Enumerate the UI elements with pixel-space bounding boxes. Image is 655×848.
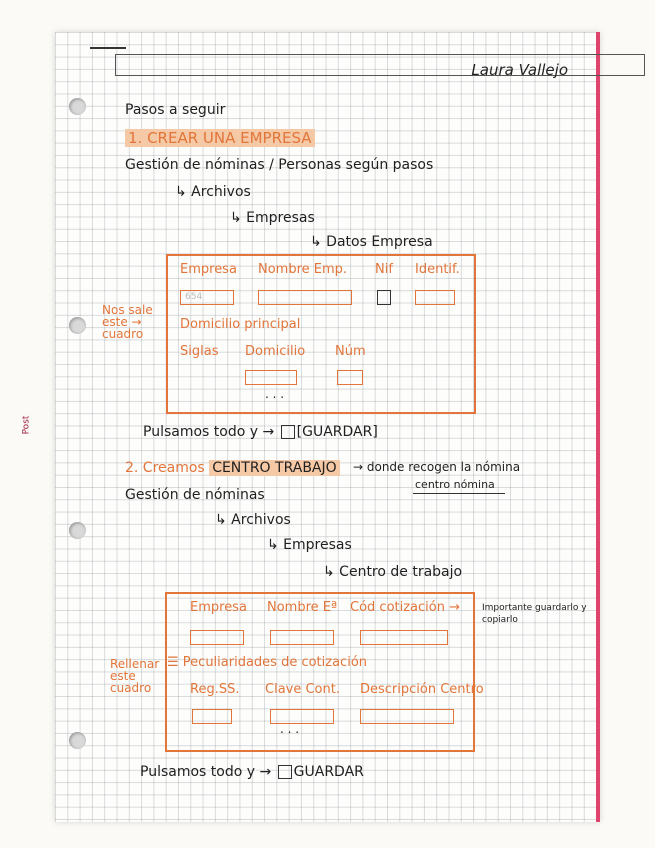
more-dots-2: . . .: [280, 722, 300, 736]
form-box-1: [166, 254, 476, 414]
step2-title: 2. Creamos CENTRO TRABAJO: [125, 460, 340, 476]
save-line-2: Pulsamos todo y → GUARDAR: [140, 764, 364, 780]
form2-label-codigo: Cód cotización →: [350, 600, 460, 615]
punch-hole: [69, 732, 86, 749]
nombre2-field[interactable]: [270, 630, 334, 645]
form-box-2: [165, 592, 475, 752]
form2-label-empresa: Empresa: [190, 600, 247, 615]
form2-label-reg: Reg.SS.: [190, 682, 240, 697]
notebook-page: [21, 32, 600, 822]
step2-note2: centro nómina: [415, 478, 495, 491]
step1-path1: ↳ Archivos: [175, 184, 251, 200]
side-note-2: Rellenar este cuadro: [110, 657, 160, 695]
form2-label-descripcion: Descripción Centro: [360, 682, 484, 697]
form2-label-clave: Clave Cont.: [265, 682, 340, 697]
step2-note: → donde recogen la nómina: [353, 460, 521, 474]
form1-label-nif: Nif: [375, 262, 393, 277]
heading: Pasos a seguir: [125, 102, 226, 118]
step2-path0: Gestión de nóminas: [125, 487, 265, 503]
step1-path2: ↳ Empresas: [230, 210, 315, 226]
num-field[interactable]: [337, 370, 363, 385]
reg-field[interactable]: [192, 709, 232, 724]
empresa2-field[interactable]: [190, 630, 244, 645]
stack-icon: ☰: [167, 655, 183, 670]
form1-label-domicilio: Domicilio: [245, 344, 306, 359]
step2-path3: ↳ Centro de trabajo: [323, 564, 463, 580]
save-button-1[interactable]: [GUARDAR]: [296, 424, 378, 440]
more-dots: . . .: [265, 387, 285, 401]
save-line-1: Pulsamos todo y → [GUARDAR]: [143, 424, 378, 440]
domicilio-field[interactable]: [245, 370, 297, 385]
important-note: Importante guardarlo y copiarlo: [482, 603, 587, 625]
save-icon: [281, 425, 295, 439]
form2-section: ☰ Peculiaridades de cotización: [167, 655, 368, 670]
nif-field[interactable]: [377, 290, 391, 305]
step1-path3: ↳ Datos Empresa: [310, 234, 433, 250]
step1-title: 1. CREAR UNA EMPRESA: [125, 129, 315, 147]
form1-label-empresa: Empresa: [180, 262, 237, 277]
save-button-2[interactable]: GUARDAR: [293, 764, 364, 780]
form1-label-num: Núm: [335, 344, 366, 359]
step2-path1: ↳ Archivos: [215, 512, 291, 528]
codigo-field[interactable]: [360, 630, 448, 645]
brand-mark: Post: [21, 415, 32, 435]
form1-label-nombre: Nombre Emp.: [258, 262, 348, 277]
page-edge: [596, 32, 600, 822]
empresa-field[interactable]: 654: [180, 290, 234, 305]
step1-path0: Gestión de nóminas / Personas según pasos: [125, 157, 434, 173]
punch-hole: [69, 317, 86, 334]
note-underline: [413, 493, 505, 494]
form1-label-identif: Identif.: [415, 262, 460, 277]
nombre-empresa-field[interactable]: [258, 290, 352, 305]
form2-label-nombre: Nombre Eª: [267, 600, 338, 615]
side-note-1: Nos sale este → cuadro: [102, 303, 153, 341]
punch-hole: [69, 98, 86, 115]
save-icon: [278, 765, 292, 779]
identif-field[interactable]: [415, 290, 455, 305]
form1-label-siglas: Siglas: [180, 344, 219, 359]
step2-path2: ↳ Empresas: [267, 537, 352, 553]
top-mark: [90, 47, 126, 49]
author-name: Laura Vallejo: [471, 61, 568, 79]
form1-section: Domicilio principal: [180, 317, 301, 332]
descripcion-field[interactable]: [360, 709, 454, 724]
punch-hole: [69, 522, 86, 539]
